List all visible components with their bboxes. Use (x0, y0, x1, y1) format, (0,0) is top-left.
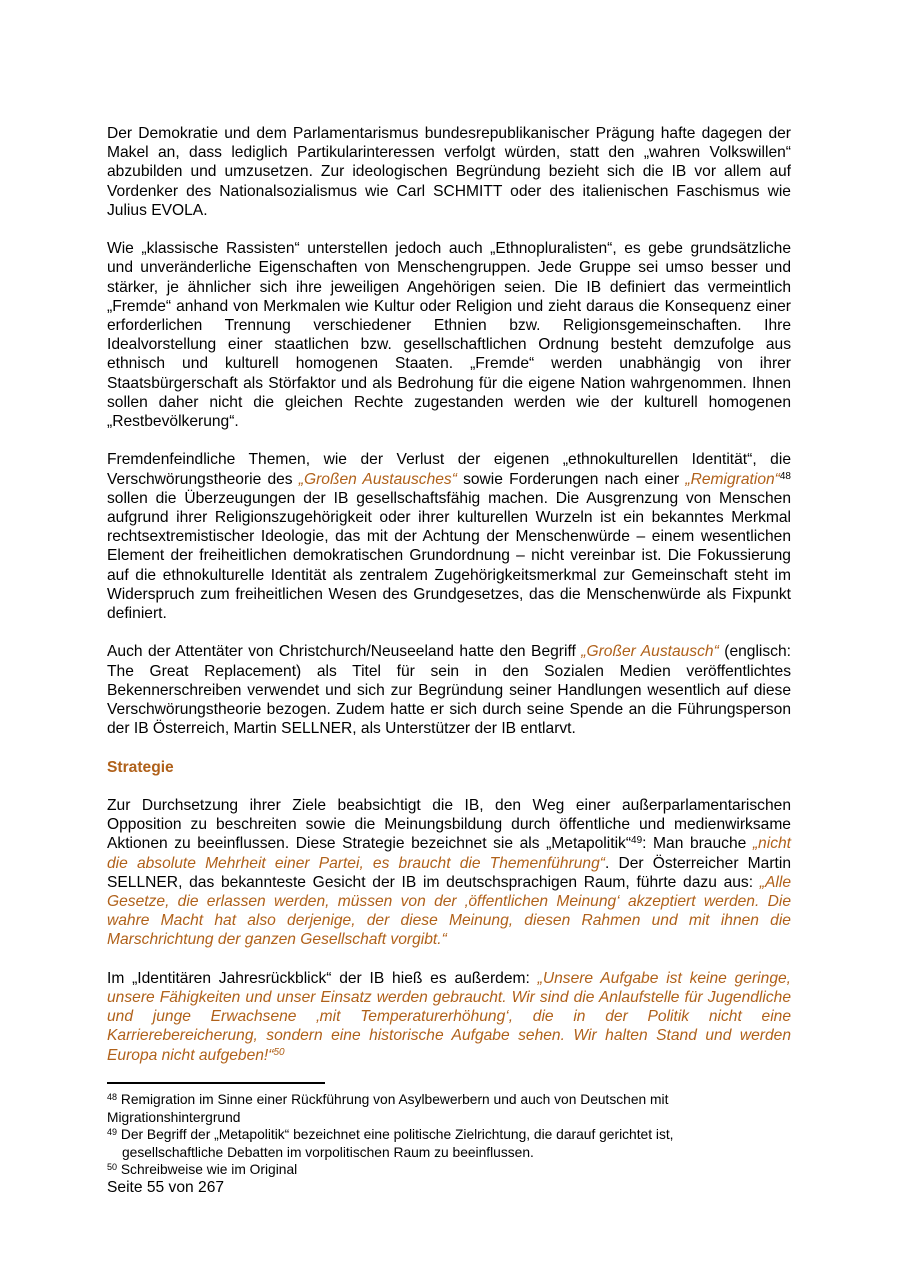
footnotes (107, 1091, 791, 1179)
footnote-text: Schreibweise wie im Original (117, 1162, 298, 1177)
footnote-ref-48[interactable]: 48 (779, 470, 791, 482)
paragraph-jahresrueckblick (107, 969, 791, 1065)
page-body (107, 124, 791, 1084)
text: Zur Durchsetzung ihrer Ziele beabsichtigt die IB, den Weg einer außerparlamentarischen Opposition zu beschreiten sowie die Meinungsbildung durch öffentliche und medienwirksame Aktionen zu beeinflussen. Diese Strategie bezeichnet sie als „Metapolitik“ (107, 797, 791, 853)
paragraph-ethnopluralism: Wie „klassische Rassisten“ unterstellen jedoch auch „Ethnopluralisten“, es gebe grundsätzliche und unveränderliche Eigenschaften von Menschengruppen. Jede Gruppe sei umso besser und stärker, je ähnlicher sich ihre jeweiligen Angehörigen seien. Die IB definiert das vermeintlich „Fremde“ anhand von Merkmalen wie Kultur oder Religion und zieht daraus die Konsequenz einer erforderlichen Trennung verschiedener Ethnien bzw. Religionsgemeinschaften. Ihre Idealvorstellung einer staatlichen bzw. gesellschaftlichen Ordnung besteht demzufolge aus ethnisch und kulturell homogenen Staaten. „Fremde“ werden unabhängig von ihrer Staatsbürgerschaft als Störfaktor und als Bedrohung für die eigene Nation wahrgenommen. Ihnen sollen daher nicht die gleichen Rechte zugestanden werden wie der kulturell homogenen „Restbevölkerung“. (107, 240, 791, 431)
text: Fremdenfeindliche Themen, wie der Verlust der eigenen „ethnokulturellen Identität“, die Verschwörungstheorie des (107, 451, 791, 488)
footnote-number: 48 (107, 1092, 118, 1102)
paragraph-democracy: Der Demokratie und dem Parlamentarismus bundesrepublikanischer Prägung hafte dagegen der Makel an, dass lediglich Partikularinteressen verfolgt würden, statt den „wahren Volkswillen“ abzubilden und umzusetzen. Zur ideologischen Begründung bezieht sich die IB vor allem auf Vordenker des Nationalsozialismus wie Carl SCHMITT oder des italienischen Faschismus wie Julius EVOLA. (107, 125, 791, 219)
text: (englisch: The Great Replacement) als Titel für sein in den Sozialen Medien veröffentlichtes Bekennerschreiben verwendet und sich zur Begründung seiner Handlungen wesentlich auf diese Verschwörungstheorie bezogen. Zudem hatte er sich durch seine Spende an die Führungsperson der IB Österreich, Martin SELLNER, als Unterstützer der IB entlarvt. (107, 643, 791, 738)
footnote-ref-50[interactable]: 50 (273, 1046, 285, 1058)
quote-themenfuehrung: „nicht die absolute Mehrheit einer Partei, es braucht die Themenführung“ (107, 835, 791, 872)
footnote-number: 50 (107, 1162, 118, 1172)
text: sollen die Überzeugungen der IB gesellschaftsfähig machen. Die Ausgrenzung von Menschen aufgrund ihrer Religionszugehörigkeit oder ihrer kulturellen Wurzeln ist ein bekanntes Merkmal rechtsextremistischer Ideologie, das mit der Achtung der Menschenwürde – einem wesentlichen Element der freiheitlichen demokratischen Grundordnung – nicht vereinbar ist. Die Fokussierung auf die ethnokulturelle Identität als zentralem Zugehörigkeitsmerkmal zur Gemeinschaft steht im Widerspruch zum freiheitlichen Wesen des Grundgesetzes, das die Menschenwürde als Fixpunkt definiert. (107, 489, 791, 623)
paragraph-christchurch (107, 642, 791, 738)
quote-jahresrueckblick: „Unsere Aufgabe ist keine geringe, unsere Fähigkeiten und unser Einsatz werden gebraucht. Wir sind die Anlaufstelle für Jugendliche und junge Erwachsene ‚mit Temperaturerhöhung‘, die in der Politik nicht eine Karrierebereicherung, sondern eine historische Aufgabe sehen. Wir halten Stand und werden Europa nicht aufgeben!“ (107, 969, 791, 1064)
text: Auch der Attentäter von Christchurch/Neuseeland hatte den Begriff (107, 643, 582, 661)
text: Im „Identitären Jahresrückblick“ der IB hieß es außerdem: (107, 969, 538, 987)
text: : Man brauche (642, 835, 753, 853)
section-heading-strategie: Strategie (107, 758, 174, 776)
footnote-49 (107, 1126, 791, 1161)
paragraph-xenophobic-themes (107, 450, 791, 623)
footnote-number: 49 (107, 1127, 118, 1137)
quote-sellner: „Alle Gesetze, die erlassen werden, müssen von der ‚öffentlichen Meinung‘ akzeptiert werden. Die wahre Macht hat also derjenige, der diese Meinung, diesen Rahmen und mit ihnen die Marschrichtung der ganzen Gesellschaft vorgibt.“ (107, 873, 791, 949)
footnote-text: Der Begriff der „Metapolitik“ bezeichnet eine politische Zielrichtung, die darauf gerichtet ist, (117, 1127, 674, 1142)
page-number: Seite 55 von 267 (107, 1179, 225, 1196)
text: . Der Österreicher Martin SELLNER, das bekannteste Gesicht der IB im deutschsprachigen Raum, führte dazu aus: (107, 854, 791, 891)
paragraph-strategy (107, 796, 791, 950)
footnote-50 (107, 1161, 791, 1179)
quote-grosser-austausch: „Großer Austausch“ (581, 643, 719, 661)
footnote-ref-49[interactable]: 49 (631, 835, 643, 847)
quote-remigration: „Remigration“ (685, 470, 780, 488)
footnote-separator (107, 1082, 325, 1084)
footnote-text: Remigration im Sinne einer Rückführung von Asylbewerbern und auch von Deutschen mit Migrationshintergrund (107, 1092, 669, 1125)
footnote-48 (107, 1091, 791, 1126)
quote-grossen-austausches: „Großen Austausches“ (298, 470, 457, 488)
footnote-text-continued: gesellschaftliche Debatten im vorpolitischen Raum zu beeinflussen. (122, 1144, 534, 1160)
text: sowie Forderungen nach einer (456, 470, 686, 488)
